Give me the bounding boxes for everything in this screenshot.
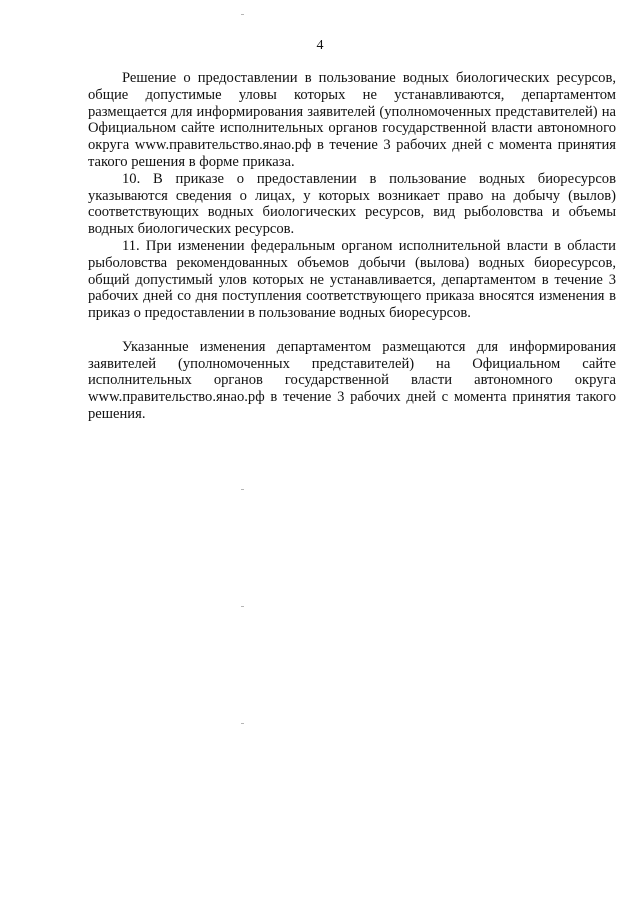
scan-artifact [241,606,244,607]
paragraph-decision-publication: Решение о предоставлении в пользование водных биологических ресурсов, общие допустимые уловы которых не устанавливаются, департаментом размещается для информирования заявителей (уполномоченных представителей) на Официальном сайте исполнительных органов государственной власти автономного округа www.правительство.янао.рф в течение 3 рабочих дней с момента принятия такого решения в форме приказа. [88,70,616,170]
document-body [88,70,616,423]
paragraph-changes-publication: Указанные изменения департаментом размещаются для информирования заявителей (уполномоченных представителей) на Официальном сайте исполнительных органов государственной власти автономного округа www.правительство.янао.рф в течение 3 рабочих дней с момента принятия такого решения. [88,338,616,422]
scan-artifact [241,489,244,490]
scan-artifact [241,14,244,15]
page-number: 4 [316,38,324,53]
paragraph-item-10: 10. В приказе о предоставлении в пользование водных биоресурсов указываются сведения о лицах, у которых возникает право на добычу (вылов) соответствующих водных биологических ресурсов, вид рыболовства и объемы водных биологических ресурсов. [88,170,616,238]
paragraph-item-11: 11. При изменении федеральным органом исполнительной власти в области рыболовства рекомендованных объемов добычи (вылова) водных биоресурсов, общий допустимый улов которых не устанавливается, департаментом в течение 3 рабочих дней со дня поступления соответствующего приказа вносятся изменения в приказ о предоставлении в пользование водных биоресурсов. [88,237,616,322]
scan-artifact [241,723,244,724]
